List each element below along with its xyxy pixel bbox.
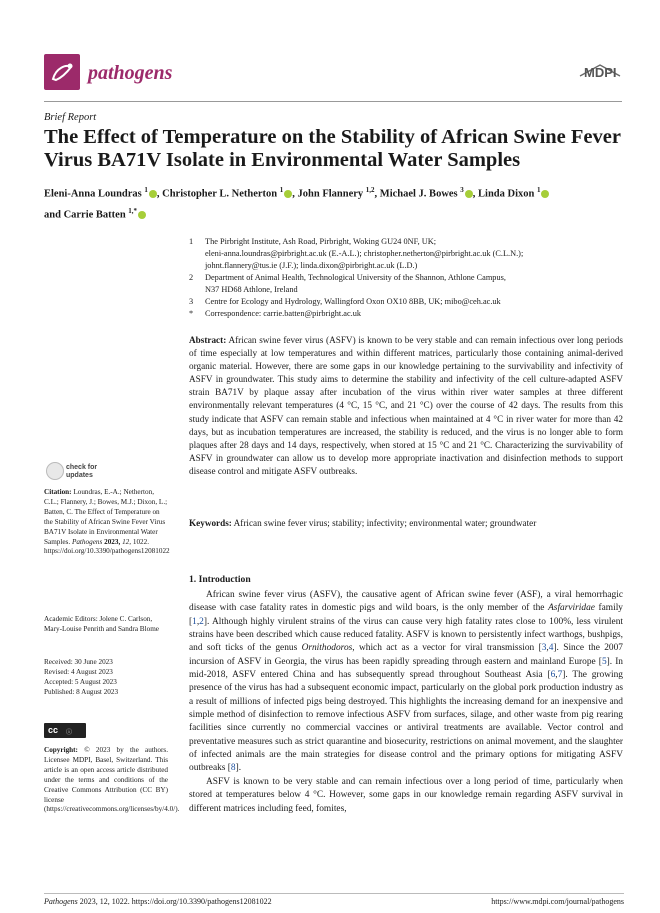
paragraph [189, 589, 623, 776]
date-published: Published: 8 August 2023 [44, 687, 119, 696]
affiliation-line: N37 HD68 Athlone, Ireland [205, 285, 298, 294]
reference-link[interactable]: 1 [192, 616, 197, 627]
keywords [189, 518, 623, 528]
academic-editors: Academic Editors: Jolene C. Carlson, Mary-Louise Penrith and Sandra Blome [44, 615, 159, 633]
author-affiliation-marker: 1 [144, 186, 148, 194]
footer-divider [44, 893, 624, 894]
author-name: Linda Dixon [478, 188, 535, 200]
orcid-icon[interactable] [465, 190, 473, 198]
publisher-name[interactable]: MDPI [584, 65, 617, 80]
text-run: , [546, 643, 549, 654]
affiliation-line[interactable]: eleni-anna.loundras@pirbright.ac.uk (E.-A.L.); christopher.netherton@pirbright.ac.uk (C.L.N.); [205, 249, 524, 258]
affiliation-line: Department of Animal Health, Technological University of the Shannon, Athlone Campus, [205, 273, 506, 282]
footer-citation [44, 897, 272, 906]
correspondence-line[interactable]: Correspondence: carrie.batten@pirbright.ac.uk [205, 309, 362, 318]
reference-link[interactable]: 5 [601, 656, 607, 667]
introduction-body [189, 589, 623, 816]
author-affiliation-marker: 1,* [128, 206, 138, 215]
orcid-icon[interactable] [149, 190, 157, 198]
footer-journal-url[interactable]: https://www.mdpi.com/journal/pathogens [491, 897, 624, 906]
abstract-text: African swine fever virus (ASFV) is known to be very stable and can remain infectious over long periods of time especially at low temperatures and within different matrices, particularly those containing animal-derived organic material. However, there are some gaps in our knowledge pertaining to the survivability and infectivity of ASFV in groundwater. This study aims to determine the stability and infectivity of the cell culture-adapted ASFV strain BA71V by plaque assay after incubation of the virus within river water samples at three different environmentally relevant temperatures (4 °C, 15 °C, and 21 °C) over the course of 42 days. The results from this study indicate that ASFV can remain stable and infectious when maintained at 4 °C in river water for more than 42 days, but as incubation temperatures are increased, the stability is reduced, and the virus is no longer able to form plaques after 28 days and 14 days, respectively, when stored at 15 °C and 21 °C. Characterizing the survivability of ASFV in groundwater can allow us to develop more appropriate inactivation and disinfection methods to support disease control and mitigate ASFV outbreaks. [189, 335, 623, 476]
author-name: Carrie Batten [63, 209, 126, 220]
author-affiliation-marker: 3 [460, 186, 464, 194]
citation-block [44, 488, 168, 557]
check-for-updates[interactable] [66, 464, 97, 480]
publication-dates [44, 658, 168, 698]
cc-by-license-badge[interactable] [44, 723, 86, 738]
affiliation-number: 2 [189, 273, 194, 282]
author-name: Michael J. Bowes [379, 188, 458, 200]
footer-journal: Pathogens [44, 897, 78, 906]
check-updates-line[interactable]: check for [66, 464, 98, 471]
text-run: , [555, 670, 558, 681]
journal-name[interactable]: pathogens [88, 62, 173, 84]
citation-journal: Pathogens [71, 537, 103, 546]
author-affiliation-marker: 1 [279, 186, 284, 194]
affiliation-number: 1 [189, 237, 194, 246]
orcid-icon[interactable] [284, 190, 292, 198]
correspondence-marker: * [189, 309, 194, 318]
journal-logo [44, 54, 80, 90]
text-run: ]. In mid-2018, ASFV entered China and has subsequently spread throughout Southeast Asia [ [189, 656, 623, 681]
article-type: Brief Report [44, 112, 97, 123]
orcid-icon[interactable] [138, 211, 146, 219]
citation-doi[interactable]: , 1022. https://doi.org/10.3390/pathogens12081022 [44, 537, 170, 556]
author-affiliation-marker: 1,2 [365, 186, 375, 194]
paragraph: ASFV is known to be very stable and can remain infectious over a long period of time, particularly when stored at temperatures below 4 °C. However, some gaps in our knowledge remain regarding ASFV survival in different matrices including feed, fomites, [189, 776, 623, 814]
citation-volume: 12 [122, 537, 130, 546]
author-name: Eleni-Anna Loundras [44, 188, 142, 200]
header-divider [44, 101, 622, 102]
author-list: Eleni-Anna Loundras $^1$ , Christopher L. Netherton $^1$ , John Flannery $^{1,2}$, Michael J. Bowes $^3$ , Linda Dixon $^1$ and Carrie Batten $^{1,*}$ [44, 182, 634, 223]
citation-text: Loundras, E.-A.; Netherton, C.L.; Flannery, J.; Bowes, M.J.; Dixon, L.; Batten, C. The Effect of Temperature on the Stability of African Swine Fever Virus BA71V Isolate in Environmental Water Samples. [44, 488, 168, 546]
author-affiliation-marker: 1 [536, 186, 541, 194]
text-run: ]. Since the 2007 incursion of ASFV in Georgia, the virus has been rapidly spreading through eastern and mainland Europe [ [189, 643, 623, 667]
keywords-text: African swine fever virus; stability; infectivity; environmental water; groundwater [233, 518, 537, 528]
taxon-name: Ornithodoros [301, 643, 353, 654]
affiliation-line[interactable]: Centre for Ecology and Hydrology, Wallingford Oxon OX10 8BB, UK; mibo@ceh.ac.uk [205, 297, 501, 306]
by-icon: ⓘ [66, 730, 73, 736]
affiliation-number: 3 [189, 297, 194, 306]
abstract-label: Abstract: [189, 335, 227, 345]
date-revised: Revised: 4 August 2023 [44, 667, 113, 676]
author-name: Christopher L. Netherton [162, 188, 278, 200]
copyright-label: Copyright: [44, 746, 78, 754]
citation-year: 2023, [102, 537, 123, 546]
reference-link[interactable]: 3 [541, 643, 547, 654]
check-updates-line[interactable]: updates [66, 472, 93, 479]
date-received: Received: 30 June 2023 [44, 658, 113, 666]
reference-link[interactable]: 6 [550, 670, 556, 681]
reference-link[interactable]: 8 [230, 763, 236, 774]
copyright-text: © 2023 by the authors. Licensee MDPI, Basel, Switzerland. This article is an open access article distributed under the terms and conditions of the Creative Commons Attribution (CC BY) license (https://creativecommons.org/licenses/by/4.0/). [44, 746, 180, 814]
text-run: family [ [189, 603, 623, 627]
section-heading: 1. Introduction [189, 574, 251, 585]
date-accepted: Accepted: 5 August 2023 [44, 677, 117, 686]
keywords-label: Keywords: [189, 518, 232, 528]
affiliation-line[interactable]: johnt.flannery@tus.ie (J.F.); linda.dixon@pirbright.ac.uk (L.D.) [205, 261, 418, 270]
citation-label: Citation: [44, 488, 72, 496]
footer-doi[interactable]: 2023, 12, 1022. https://doi.org/10.3390/pathogens12081022 [77, 897, 272, 906]
text-run: ]. The growing presence of the virus has had a subsequent economic impact, particularly on the global pork production industry as a result of millions of infected pigs being destroyed. This highlights the increasing demand for an inexpensive and simple method of disinfection to remove infectious ASFV from surfaces, silage, and other waste from pig rearing facilities since currently no commercial vaccines or antiviral treatments are available. Vector control and preventative measures such as strict quarantine and biosecurity, restrictions on animal movement, and the slaughter of infected animals are the main strategies for disease control and the primary options for mitigating ASFV outbreaks [ [189, 670, 623, 774]
copyright [44, 746, 180, 815]
check-for-updates-icon[interactable] [46, 462, 64, 480]
cc-icon: cc [48, 725, 59, 735]
text-run: ]. Although highly virulent strains of the virus can cause very high fatality rates close to 100%, less virulent strains have been described which cause reduced fatality. ASFV is known to persistently infect warthogs, bushpigs, and soft ticks of the genus [189, 616, 623, 654]
orcid-icon[interactable] [541, 190, 549, 198]
author-name: John Flannery [297, 188, 364, 200]
reference-link[interactable]: 2 [199, 616, 204, 627]
text-run: ]. [235, 763, 242, 774]
article-title: The Effect of Temperature on the Stability of African Swine Fever Virus BA71V Isolate in Environmental Water Samples [44, 126, 621, 171]
text-run: , which act as a vector for viral transmission [ [352, 643, 542, 654]
abstract [189, 334, 623, 478]
text-run: African swine fever virus (ASFV), the causative agent of African swine fever (ASF), a viral hemorrhagic disease with case fatality rates in domestic pigs and wild boars, is the only member of the [189, 590, 623, 614]
affiliation-line: The Pirbright Institute, Ash Road, Pirbright, Woking GU24 0NF, UK; [205, 237, 437, 246]
reference-link[interactable]: 4 [548, 643, 554, 654]
reference-link[interactable]: 7 [557, 670, 563, 681]
taxon-name: Asfarviridae [548, 603, 595, 614]
text-run: , [196, 616, 200, 627]
